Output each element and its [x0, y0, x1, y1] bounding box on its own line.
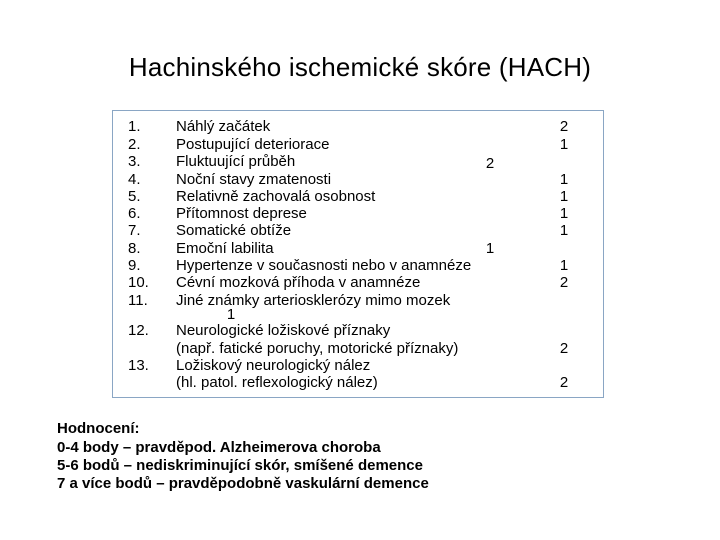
- item-text: Neurologické ložiskové příznaky: [176, 322, 391, 339]
- item-text: Somatické obtíže: [176, 222, 292, 239]
- item-points: 1: [559, 188, 569, 205]
- item-number: 1.: [128, 118, 141, 135]
- item-text: Fluktuující průběh: [176, 153, 296, 170]
- evaluation-line: 5-6 bodů – nediskriminující skór, smíšené demence: [57, 457, 423, 474]
- item-points: 1: [226, 306, 236, 323]
- item-number: 9.: [128, 257, 141, 274]
- evaluation-heading: Hodnocení:: [57, 420, 140, 437]
- item-number: 12.: [128, 322, 149, 339]
- item-subtext: (hl. patol. reflexologický nález): [176, 374, 378, 391]
- item-number: 13.: [128, 357, 149, 374]
- item-text: Náhlý začátek: [176, 118, 271, 135]
- item-number: 5.: [128, 188, 141, 205]
- item-number: 4.: [128, 171, 141, 188]
- item-subtext: (např. fatické poruchy, motorické příznaky): [176, 340, 459, 357]
- item-text: Cévní mozková příhoda v anamnéze: [176, 274, 421, 291]
- item-text: Hypertenze v současnosti nebo v anamnéze: [176, 257, 472, 274]
- item-points: 1: [559, 171, 569, 188]
- item-text: Relativně zachovalá osobnost: [176, 188, 376, 205]
- item-number: 8.: [128, 240, 141, 257]
- item-number: 3.: [128, 153, 141, 170]
- item-number: 6.: [128, 205, 141, 222]
- item-text: Emoční labilita: [176, 240, 274, 257]
- item-points: 2: [559, 118, 569, 135]
- item-number: 7.: [128, 222, 141, 239]
- item-points: 1: [559, 136, 569, 153]
- item-points: 2: [559, 274, 569, 291]
- item-points: 1: [485, 240, 495, 257]
- item-points: 2: [485, 155, 495, 172]
- item-number: 10.: [128, 274, 149, 291]
- item-points: 1: [559, 222, 569, 239]
- item-points: 1: [559, 257, 569, 274]
- item-number: 11.: [128, 292, 148, 309]
- item-text: Ložiskový neurologický nález: [176, 357, 371, 374]
- item-text: Postupující deteriorace: [176, 136, 330, 153]
- item-number: 2.: [128, 136, 141, 153]
- item-points: 2: [559, 340, 569, 357]
- evaluation-line: 0-4 body – pravděpod. Alzheimerova choroba: [57, 439, 381, 456]
- page-title: Hachinského ischemické skóre (HACH): [128, 52, 592, 82]
- evaluation-line: 7 a více bodů – pravděpodobně vaskulární demence: [57, 475, 429, 492]
- item-text: Jiné známky arteriosklerózy mimo mozek: [176, 292, 451, 309]
- item-points: 2: [559, 374, 569, 391]
- item-points: 1: [559, 205, 569, 222]
- item-text: Přítomnost deprese: [176, 205, 307, 222]
- item-text: Noční stavy zmatenosti: [176, 171, 332, 188]
